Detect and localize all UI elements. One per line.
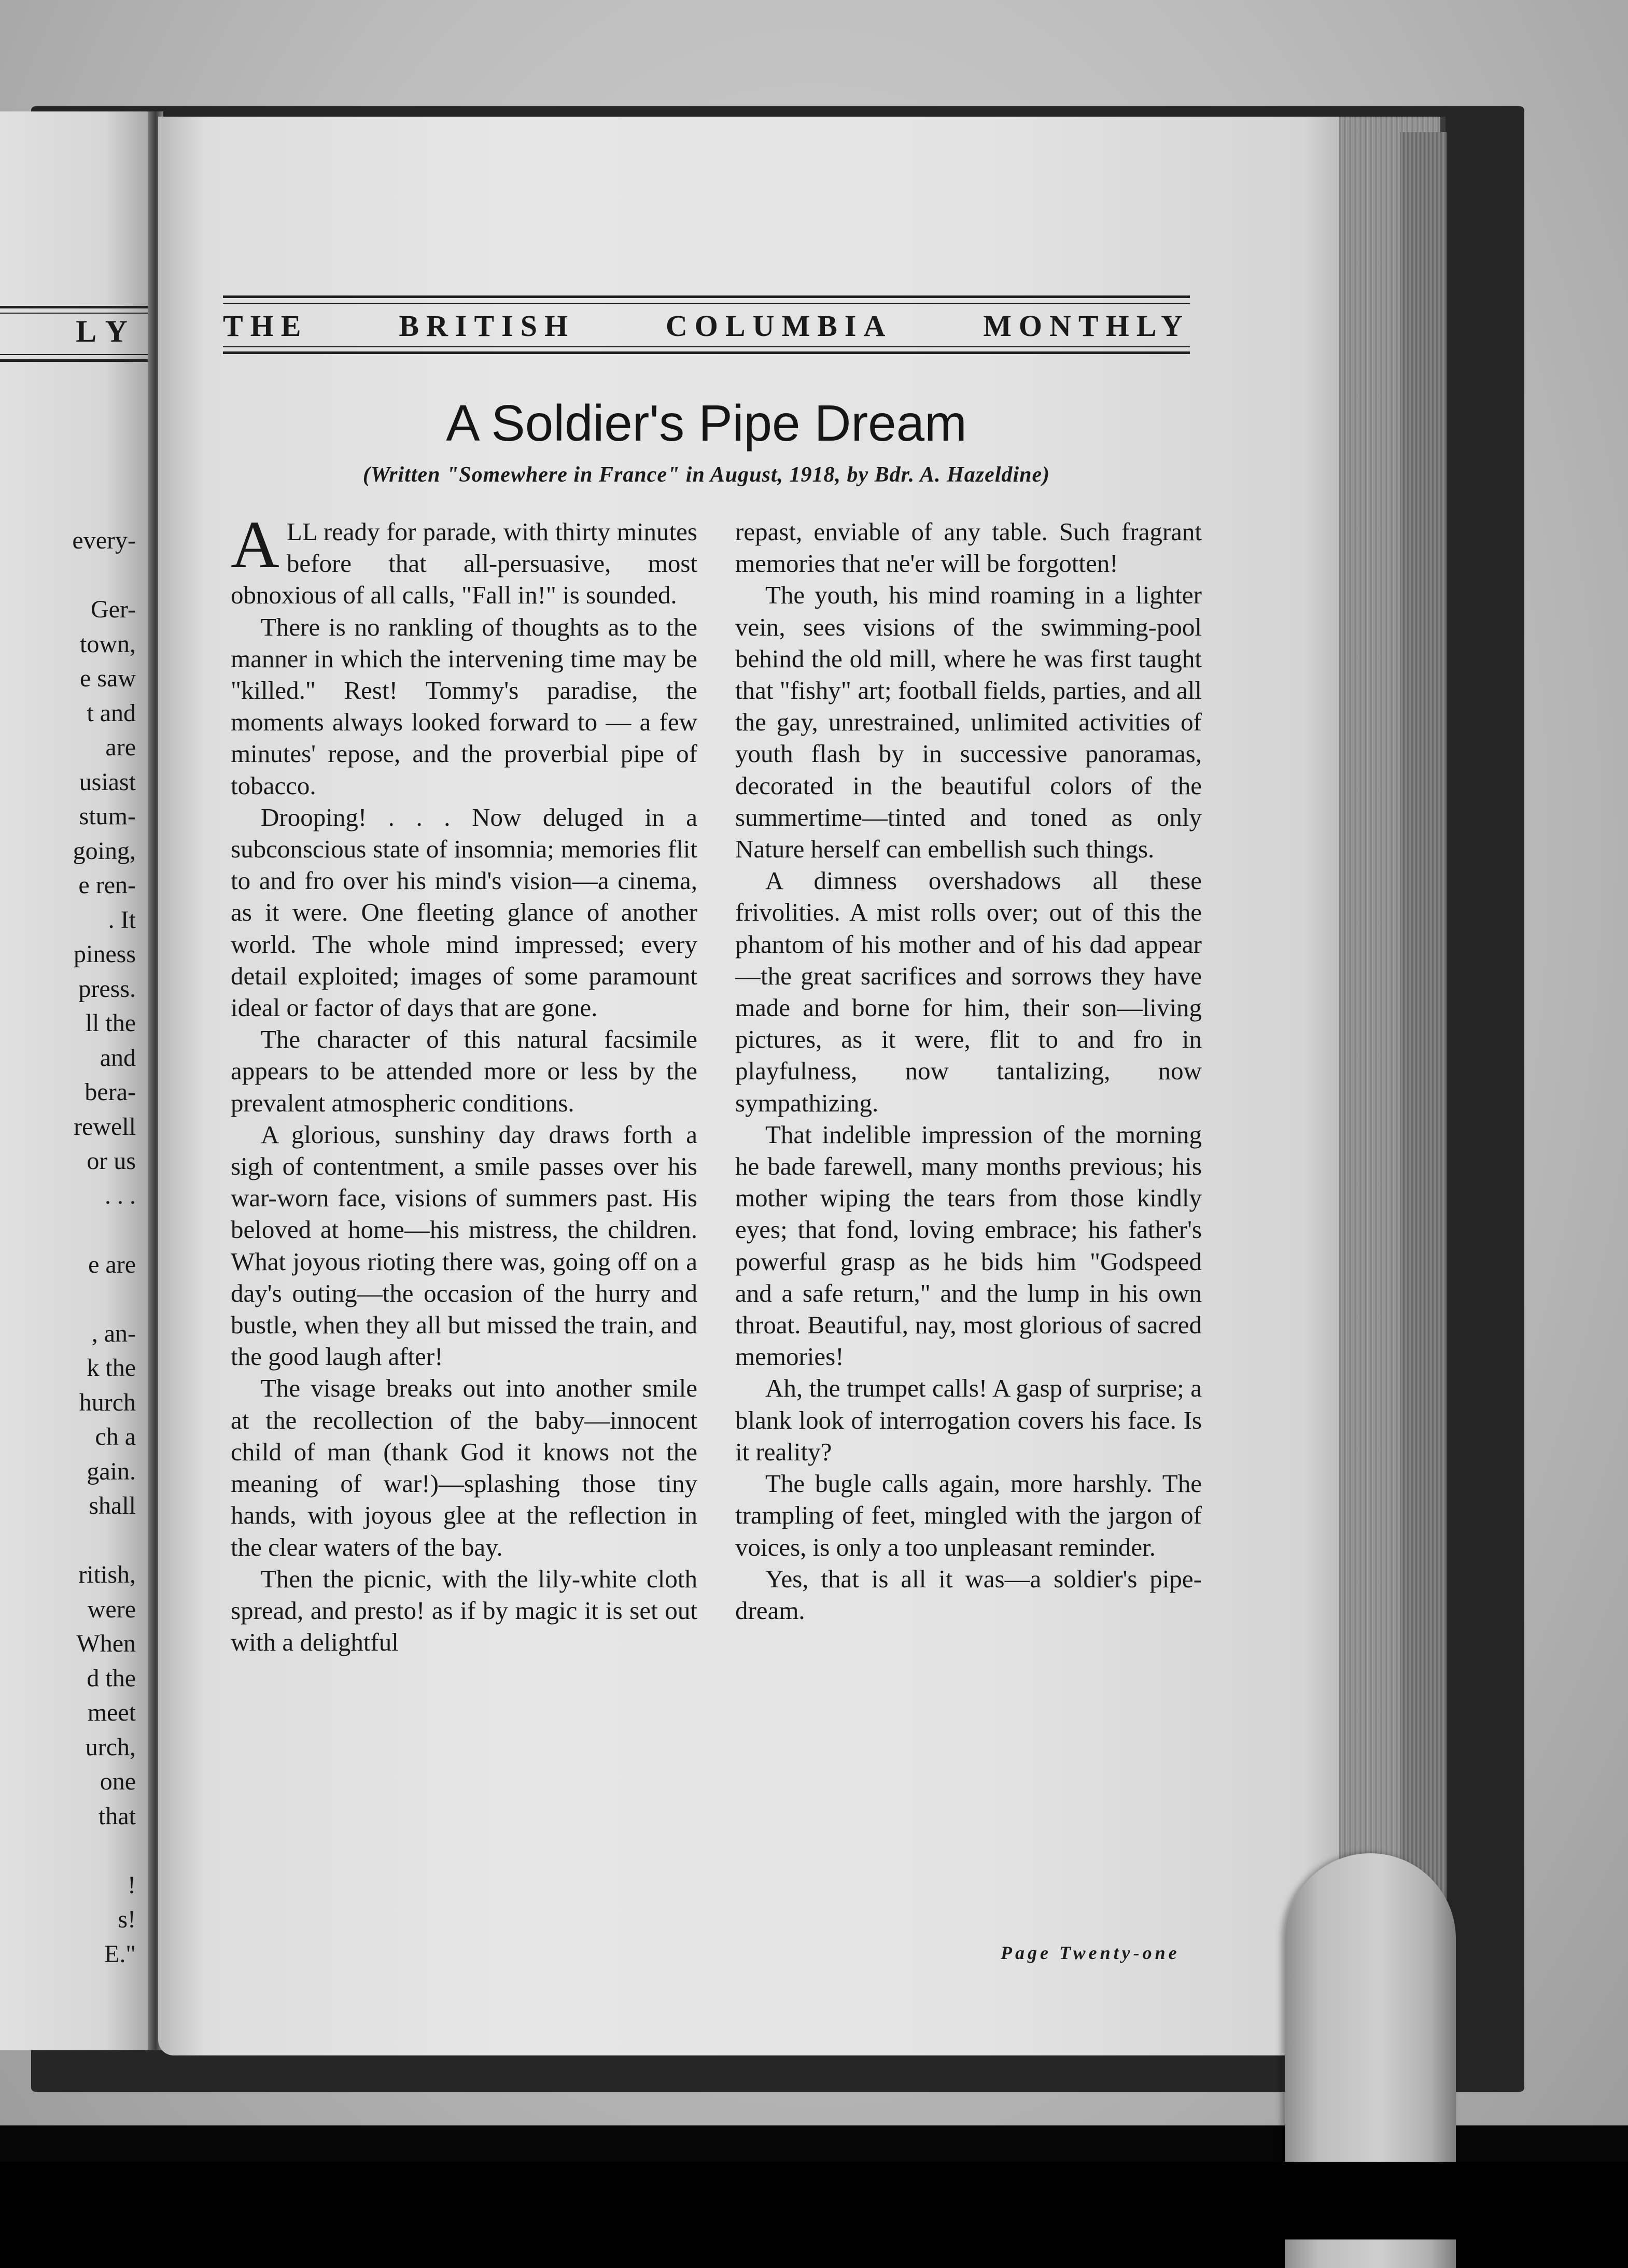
left-page-line: are <box>105 734 136 761</box>
left-page-line: t and <box>87 699 136 727</box>
left-page-line: e are <box>88 1250 136 1278</box>
left-page-line: or us <box>87 1147 136 1175</box>
left-page-line: ! <box>128 1871 136 1899</box>
left-page-line: , an- <box>91 1319 136 1347</box>
drop-cap: A <box>231 508 279 582</box>
left-page-line: s! <box>118 1906 136 1933</box>
left-header-rule <box>0 306 150 308</box>
header-rule <box>223 295 1190 298</box>
paragraph: A dimness overshadows all these frivolities. A mist rolls over; out of this the phantom of his mother and of his dad appear—the great sacrifices and sorrows they have made and borne for him, their son—living pictures, as it were, flit to and fro in playfulness, now tantalizing, now sympathizing. <box>735 866 1202 1117</box>
header-word: BRITISH <box>399 308 576 343</box>
paragraph: The bugle calls again, more harshly. The trampling of feet, mingled with the jargon of voices, is only a too unpleasant reminder. <box>735 1469 1202 1561</box>
left-page-line: E." <box>104 1940 136 1968</box>
left-page-line: . It <box>108 906 136 934</box>
header-rule <box>223 346 1190 347</box>
left-page-line: ch a <box>95 1423 136 1450</box>
text-column-left <box>231 508 697 1658</box>
article-byline: (Written "Somewhere in France" in August, 1918, by Bdr. A. Hazeldine) <box>362 463 1050 487</box>
left-page-line: that <box>99 1802 136 1830</box>
left-header-fragment: LY <box>76 314 139 348</box>
paragraph: Then the picnic, with the lily-white cloth spread, and presto! as if by magic it is set out with a delightful <box>231 1564 697 1657</box>
header-rule <box>223 351 1190 354</box>
left-page-line <box>0 558 136 593</box>
left-page-line: When <box>76 1630 136 1657</box>
left-page-line: e ren- <box>78 871 136 899</box>
left-page-line: press. <box>78 975 136 1003</box>
header-word: MONTHLY <box>983 308 1190 343</box>
left-page-line <box>0 1213 136 1248</box>
paragraph-text: LL ready for parade, with thirty minutes before that all-persuasive, most obnoxious of all calls, "Fall in!" is sounded. <box>231 517 697 610</box>
left-page-line: gain. <box>87 1457 136 1485</box>
left-page-line: ll the <box>85 1009 136 1037</box>
left-page-line: rewell <box>74 1112 136 1140</box>
left-page-line: hurch <box>79 1388 136 1416</box>
left-page-line <box>0 1524 136 1558</box>
left-page-line: one <box>100 1768 136 1795</box>
left-page <box>0 111 150 2050</box>
left-page-line: usiast <box>79 768 136 796</box>
left-page-line: town, <box>80 630 136 658</box>
left-page-line: and <box>100 1044 136 1072</box>
paragraph: Yes, that is all it was—a soldier's pipe-dream. <box>735 1564 1202 1625</box>
left-page-line <box>0 1834 136 1868</box>
paragraph: The youth, his mind roaming in a lighter vein, sees visions of the swimming-pool behind the old mill, where he was first taught that "fishy" art; football fields, parties, and all the gay, unrestrained, unlimited activities of youth flash by in successive panoramas, decorated in the beautiful colors of the summertime—tinted and toned as only Nature herself can embellish such things. <box>735 581 1202 864</box>
paragraph: The character of this natural facsimile appears to be attended more or less by the prevalent atmospheric conditions. <box>231 1025 697 1117</box>
left-page-line: every- <box>72 527 136 554</box>
header-rule <box>223 303 1190 304</box>
left-page-line: piness <box>74 940 136 968</box>
paragraph: There is no rankling of thoughts as to the manner in which the intervening time may be "killed." Rest! Tommy's paradise, the moments always looked forward to — a few minutes' repose, and the proverbial pipe of tobacco. <box>231 612 697 800</box>
left-page-line: shall <box>89 1492 136 1519</box>
left-page-text <box>0 524 136 1971</box>
left-page-line: k the <box>87 1354 136 1382</box>
header-word: THE <box>223 308 308 343</box>
left-page-line: e saw <box>80 665 136 692</box>
left-page-line: urch, <box>85 1733 136 1761</box>
left-page-line: meet <box>87 1699 136 1726</box>
text-column-right <box>735 516 1202 1626</box>
left-page-line: Ger- <box>91 596 136 623</box>
running-header <box>223 307 1190 344</box>
paragraph: The visage breaks out into another smile at the recollection of the baby—innocent child of man (thank God it knows not the meaning of war!)—splashing those tiny hands, with joyous glee at the reflection in the clear waters of the bay. <box>231 1374 697 1561</box>
left-header-rule <box>0 359 150 362</box>
paragraph: Drooping! . . . Now deluged in a subconscious state of insomnia; memories flit to and fro over his mind's vision—a cinema, as it were. One fleeting glance of another world. The whole mind impressed; every detail exploited; images of some paramount ideal or factor of days that are gone. <box>231 802 697 1022</box>
left-page-line: stum- <box>79 802 136 830</box>
left-page-line: ritish, <box>78 1561 136 1588</box>
left-page-line: bera- <box>85 1078 136 1106</box>
page-number: Page Twenty-one <box>1001 1942 1180 1963</box>
paragraph-continuation: repast, enviable of any table. Such fragrant memories that ne'er will be forgotten! <box>735 517 1202 578</box>
paragraph: A glorious, sunshiny day draws forth a sigh of contentment, a smile passes over his war-worn face, visions of summers past. His beloved at home—his mistress, the children. What joyous rioting there was, going off on a day's outing—the occasion of the hurry and bustle, when they all but missed the train, and the good laugh after! <box>231 1120 697 1371</box>
left-header-rule <box>0 354 150 355</box>
bottom-shadow <box>0 2162 1628 2239</box>
left-page-line: d the <box>87 1664 136 1692</box>
paragraph <box>231 508 697 611</box>
article-title: A Soldier's Pipe Dream <box>446 395 967 452</box>
left-page-line <box>0 1282 136 1317</box>
page-edges-inner <box>1400 132 1447 1947</box>
left-page-line: going, <box>73 837 136 865</box>
paragraph: That indelible impression of the morning he bade farewell, many months previous; his mother wiping the tears from those kindly eyes; that fond, loving embrace; his father's powerful grasp as he bids him "Godspeed and a safe return," and the lump in his own throat. Beautiful, nay, most glorious of sacred memories! <box>735 1120 1202 1371</box>
paragraph: Ah, the trumpet calls! A gasp of surprise; a blank look of interrogation covers his face. Is it reality? <box>735 1374 1202 1466</box>
header-word: COLUMBIA <box>665 308 893 343</box>
left-page-line: were <box>87 1595 136 1623</box>
left-page-line: . . . <box>105 1181 136 1209</box>
